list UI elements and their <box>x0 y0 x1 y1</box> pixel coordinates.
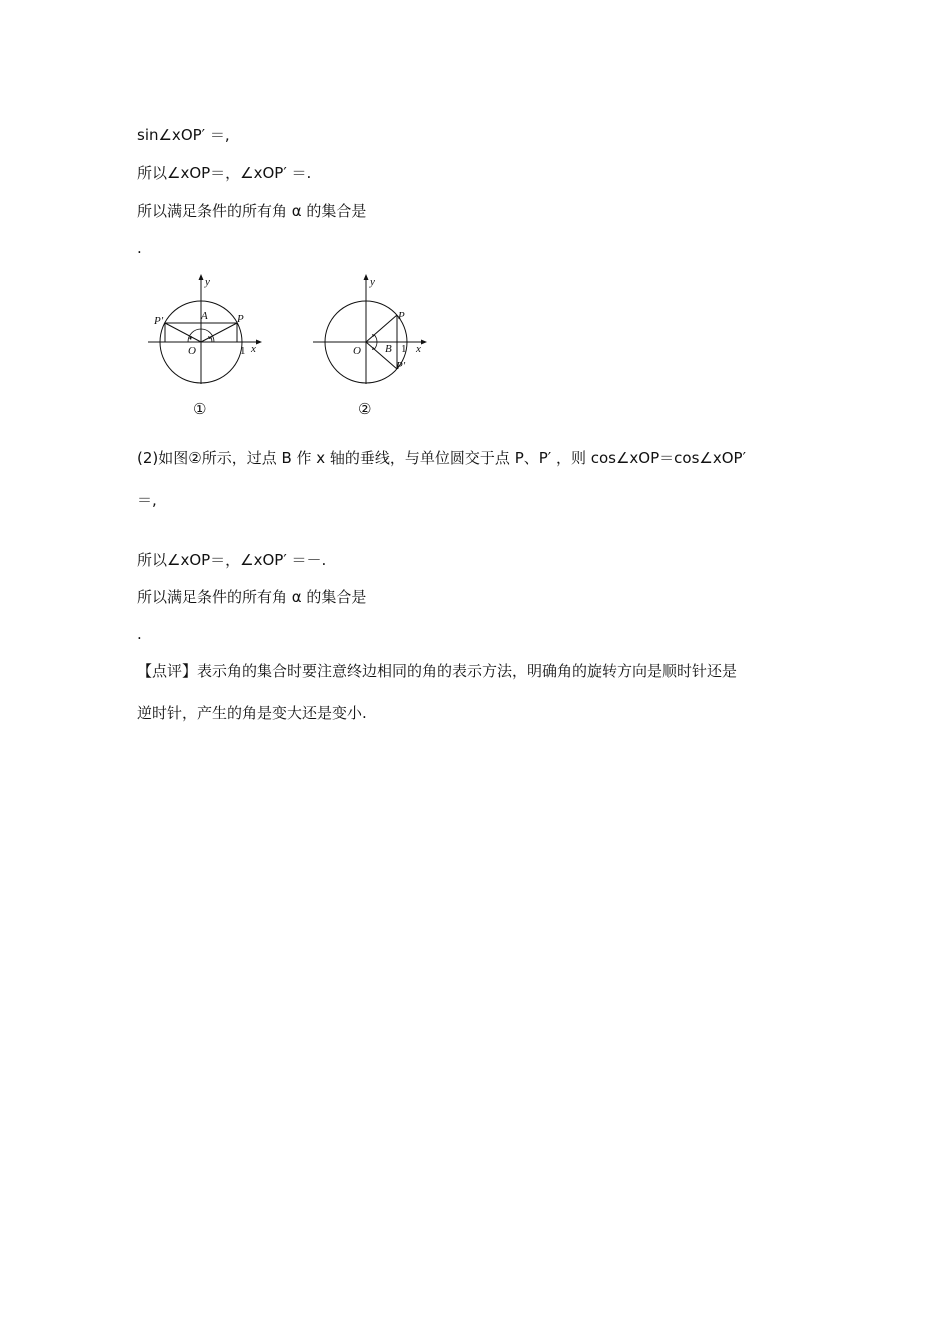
fig2-label-b: B <box>385 343 392 355</box>
fig2-label-p-prime: P′ <box>396 360 406 372</box>
text-line-3: 所以满足条件的所有角 α 的集合是 <box>137 202 367 220</box>
figure-2-caption: ② <box>358 400 372 418</box>
text-line-4: . <box>137 239 142 257</box>
fig1-label-p: P <box>237 313 244 325</box>
text-line-5: (2)如图②所示，过点 B 作 x 轴的垂线，与单位圆交于点 P、P′ ，则 cos∠xOP＝cos∠xOP′ <box>137 449 746 467</box>
fig1-label-y: y <box>205 276 210 288</box>
text-line-2: 所以∠xOP＝，∠xOP′ ＝. <box>137 164 312 182</box>
fig1-label-one: 1 <box>240 345 246 357</box>
figure-1-caption: ① <box>193 400 207 418</box>
fig2-label-one: 1 <box>401 343 407 355</box>
fig2-label-origin: O <box>353 345 361 357</box>
fig1-label-x: x <box>251 343 256 355</box>
fig2-label-y: y <box>370 276 375 288</box>
fig1-label-origin: O <box>188 345 196 357</box>
fig2-label-p: P <box>398 310 405 322</box>
text-line-7: 所以∠xOP＝，∠xOP′ ＝－. <box>137 551 327 569</box>
unit-circle-figure-1 <box>148 272 263 418</box>
text-line-6: ＝, <box>137 491 157 509</box>
text-line-10: 【点评】表示角的集合时要注意终边相同的角的表示方法，明确角的旋转方向是顺时针还是 <box>137 662 738 680</box>
unit-circle-figure-2 <box>313 272 428 418</box>
text-line-1: sin∠xOP′ ＝, <box>137 126 230 144</box>
text-line-8: 所以满足条件的所有角 α 的集合是 <box>137 588 367 606</box>
fig1-label-a: A <box>201 310 208 322</box>
text-line-11: 逆时针，产生的角是变大还是变小. <box>137 704 367 722</box>
fig2-label-x: x <box>416 343 421 355</box>
fig1-label-p-prime: P′ <box>154 315 164 327</box>
text-line-9: . <box>137 625 142 643</box>
